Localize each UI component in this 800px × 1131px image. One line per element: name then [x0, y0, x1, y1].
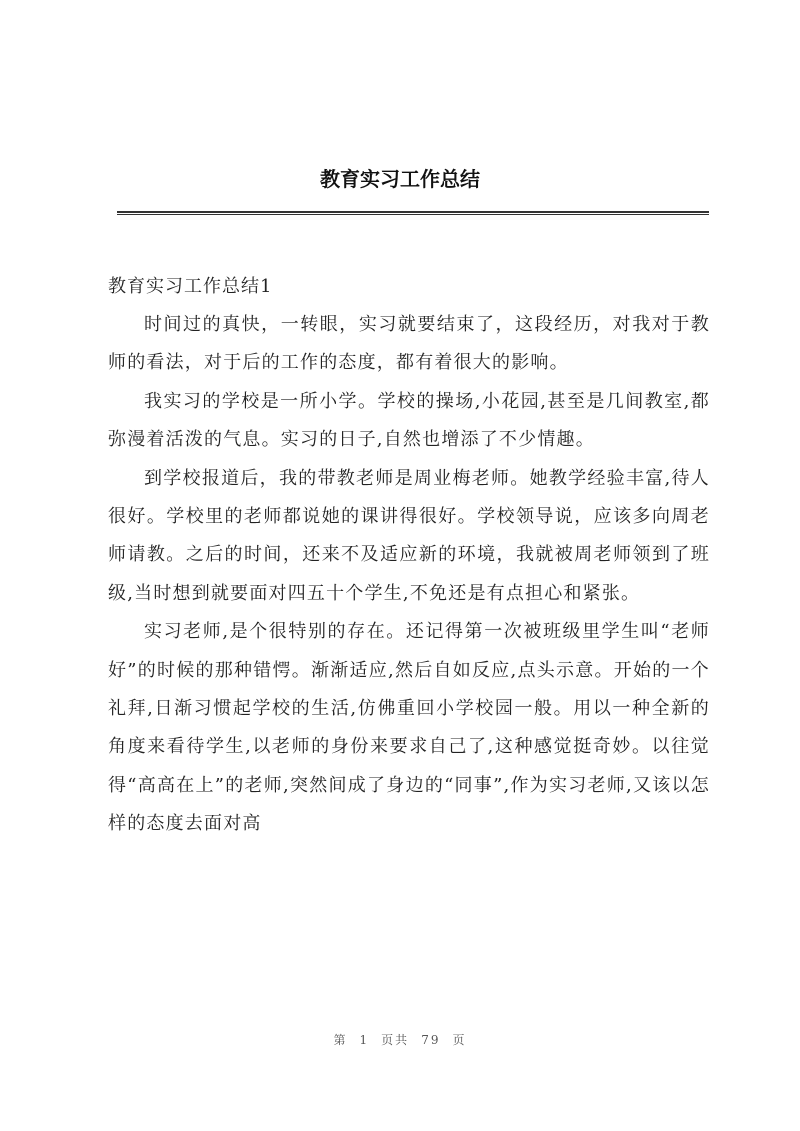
footer-middle: 页共: [381, 1033, 410, 1047]
footer-prefix: 第: [333, 1033, 348, 1047]
page-footer: [0, 1032, 800, 1048]
title-divider: [117, 211, 709, 215]
document-title: 教育实习工作总结: [320, 167, 480, 191]
section-heading: 教育实习工作总结1: [108, 276, 273, 297]
paragraph-1: 时间过的真快，一转眼，实习就要结束了，这段经历，对我对于教师的看法，对于后的工作的态度，都有着很大的影响。: [108, 314, 710, 374]
document-body: [108, 268, 710, 844]
footer-current-page: 1: [359, 1033, 370, 1047]
footer-total-pages: 79: [421, 1033, 441, 1047]
footer-suffix: 页: [452, 1033, 467, 1047]
paragraph-3: 到学校报道后，我的带教老师是周业梅老师。她教学经验丰富,待人很好。学校里的老师都说她的课讲得很好。学校领导说，应该多向周老师请教。之后的时间，还来不及适应新的环境，我就被周老师领到了班级,当时想到就要面对四五十个学生,不免还是有点担心和紧张。: [108, 467, 710, 604]
paragraph-4: 实习老师,是个很特别的存在。还记得第一次被班级里学生叫“老师好”的时候的那种错愕。渐渐适应,然后自如反应,点头示意。开始的一个礼拜,日渐习惯起学校的生活,仿佛重回小学校园一般。用以一种全新的角度来看待学生,以老师的身份来要求自己了,这种感觉挺奇妙。以往觉得“高高在上”的老师,突然间成了身边的“同事”,作为实习老师,又该以怎样的态度去面对高: [108, 621, 710, 835]
paragraph-2: 我实习的学校是一所小学。学校的操场,小花园,甚至是几间教室,都弥漫着活泼的气息。实习的日子,自然也增添了不少情趣。: [108, 390, 710, 451]
